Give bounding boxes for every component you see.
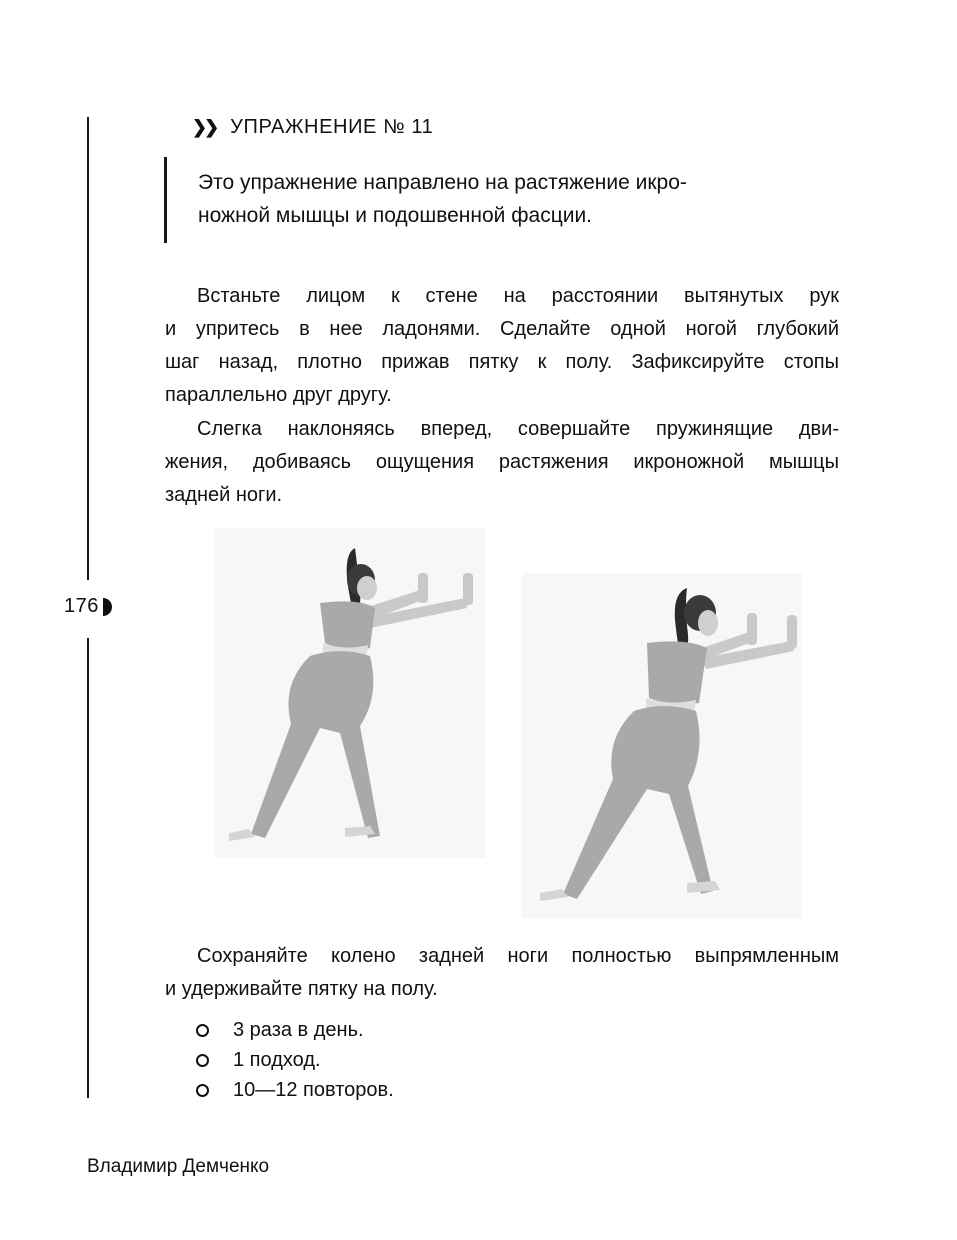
circle-bullet-icon: [196, 1084, 209, 1097]
instruction-paragraph-3: [165, 940, 839, 1006]
intro-line: ножной мышцы и подошвенной фасции.: [198, 204, 593, 227]
dosage-text: 3 раза в день.: [233, 1019, 364, 1041]
exercise-intro: [198, 166, 838, 232]
intro-line: Это упражнение направлено на растяжение икро-: [198, 171, 687, 194]
dosage-text: 10—12 повторов.: [233, 1079, 394, 1101]
paragraph-line: задней ноги.: [165, 484, 283, 506]
author-name: Владимир Демченко: [87, 1156, 270, 1177]
paragraph-line: жения, добиваясь ощущения растяжения икроножной мышцы: [165, 451, 839, 473]
exercise-title: УПРАЖНЕНИЕ № 11: [230, 116, 434, 138]
instruction-paragraph-2: [165, 413, 839, 512]
circle-bullet-icon: [196, 1024, 209, 1037]
exercise-photo-1: [215, 528, 485, 858]
paragraph-line: Слегка наклоняясь вперед, совершайте пружинящие дви-: [197, 418, 839, 440]
paragraph-line: Встаньте лицом к стене на расстоянии вытянутых рук: [197, 285, 839, 307]
paragraph-line: шаг назад, плотно прижав пятку к полу. Зафиксируйте стопы: [165, 351, 839, 373]
stretching-figure-illustration: [522, 573, 802, 918]
paragraph-line: параллельно друг другу.: [165, 384, 392, 406]
margin-rule-top: [87, 117, 89, 580]
dosage-text: 1 подход.: [233, 1049, 321, 1071]
half-circle-icon: [103, 598, 112, 616]
paragraph-line: Сохраняйте колено задней ноги полностью выпрямленным: [197, 945, 839, 967]
instruction-paragraph-1: [165, 280, 839, 412]
paragraph-line: и удерживайте пятку на полу.: [165, 978, 438, 1000]
paragraph-line: и упритесь в нее ладонями. Сделайте одной ногой глубокий: [165, 318, 839, 340]
list-item: [196, 1015, 394, 1045]
margin-rule-bottom: [87, 638, 89, 1098]
quote-bar: [164, 157, 167, 243]
circle-bullet-icon: [196, 1054, 209, 1067]
list-item: [196, 1075, 394, 1105]
dosage-list: [196, 1015, 394, 1105]
page-number-text: 176: [64, 595, 99, 617]
double-chevron-icon: ❯❯: [192, 117, 217, 137]
stretching-figure-illustration: [215, 528, 485, 858]
exercise-heading: [192, 116, 433, 139]
exercise-photo-2: [522, 573, 802, 918]
page-number: [64, 595, 112, 618]
list-item: [196, 1045, 394, 1075]
